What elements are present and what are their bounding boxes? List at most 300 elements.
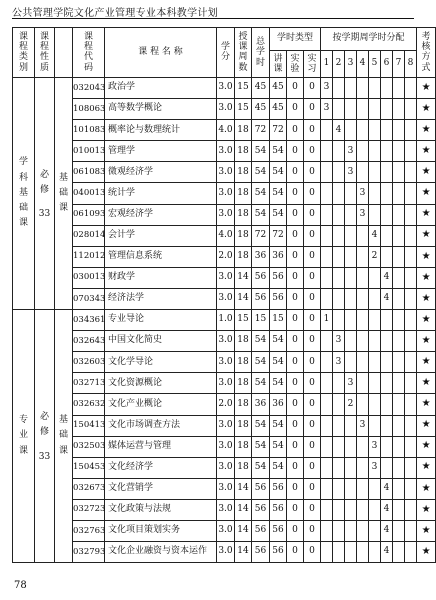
course-row: [13, 520, 436, 541]
course-name: 文化资源概论: [105, 373, 217, 394]
semester-1-hours: [321, 542, 333, 563]
header-semester-6: 6: [381, 51, 393, 78]
semester-4-hours: [357, 120, 369, 141]
semester-4-hours: [357, 162, 369, 183]
semester-3-hours: [345, 352, 357, 373]
course-row: [13, 310, 436, 331]
semester-5-hours: [369, 394, 381, 415]
header-weeks: 授课周数: [235, 28, 252, 78]
course-hours: 72: [252, 225, 270, 246]
course-credits: 4.0: [217, 225, 235, 246]
course-lecture: 56: [270, 267, 287, 288]
semester-7-hours: [393, 436, 405, 457]
semester-4-hours: [357, 394, 369, 415]
course-code: 032643: [73, 331, 105, 352]
course-name: 文化产业概论: [105, 394, 217, 415]
course-row: [13, 457, 436, 478]
header-nature: 课程性质: [35, 28, 55, 78]
semester-2-hours: [333, 373, 345, 394]
semester-8-hours: [405, 267, 417, 288]
semester-1-hours: [321, 520, 333, 541]
exam-star: ★: [417, 436, 436, 457]
exam-star: ★: [417, 225, 436, 246]
course-name: 财政学: [105, 267, 217, 288]
semester-3-hours: [345, 246, 357, 267]
course-row: [13, 415, 436, 436]
semester-1-hours: [321, 141, 333, 162]
header-type: [55, 28, 73, 78]
semester-4-hours: [357, 225, 369, 246]
semester-2-hours: [333, 204, 345, 225]
course-hours: 54: [252, 183, 270, 204]
header-semester-4: 4: [357, 51, 369, 78]
semester-2-hours: [333, 310, 345, 331]
course-experiment: 0: [287, 331, 304, 352]
semester-2-hours: [333, 99, 345, 120]
semester-6-hours: [381, 225, 393, 246]
course-hours: 54: [252, 415, 270, 436]
semester-1-hours: 1: [321, 310, 333, 331]
course-name: 文化项目策划实务: [105, 520, 217, 541]
course-hours: 56: [252, 520, 270, 541]
semester-7-hours: [393, 183, 405, 204]
semester-5-hours: [369, 120, 381, 141]
semester-5-hours: 4: [369, 225, 381, 246]
semester-3-hours: [345, 457, 357, 478]
course-lecture: 54: [270, 204, 287, 225]
semester-2-hours: [333, 457, 345, 478]
course-credits: 4.0: [217, 120, 235, 141]
semester-2-hours: [333, 183, 345, 204]
course-credits: 3.0: [217, 520, 235, 541]
course-lecture: 36: [270, 246, 287, 267]
semester-8-hours: [405, 204, 417, 225]
course-experiment: 0: [287, 352, 304, 373]
semester-1-hours: [321, 457, 333, 478]
semester-8-hours: [405, 352, 417, 373]
course-weeks: 15: [235, 310, 252, 331]
group-nature-credits: 33: [38, 209, 51, 220]
semester-7-hours: [393, 225, 405, 246]
semester-5-hours: [369, 204, 381, 225]
semester-5-hours: [369, 78, 381, 99]
semester-7-hours: [393, 120, 405, 141]
semester-6-hours: 4: [381, 542, 393, 563]
semester-3-hours: [345, 225, 357, 246]
semester-6-hours: [381, 183, 393, 204]
course-experiment: 0: [287, 520, 304, 541]
semester-3-hours: [345, 542, 357, 563]
curriculum-table: [12, 27, 436, 563]
course-practice: 0: [304, 310, 321, 331]
semester-1-hours: [321, 436, 333, 457]
course-practice: 0: [304, 394, 321, 415]
course-practice: 0: [304, 478, 321, 499]
semester-6-hours: [381, 162, 393, 183]
semester-3-hours: [345, 267, 357, 288]
course-credits: 3.0: [217, 352, 235, 373]
course-code: 028014: [73, 225, 105, 246]
course-practice: 0: [304, 457, 321, 478]
course-experiment: 0: [287, 415, 304, 436]
course-code: 112012: [73, 246, 105, 267]
course-weeks: 14: [235, 267, 252, 288]
course-weeks: 18: [235, 204, 252, 225]
semester-3-hours: [345, 204, 357, 225]
course-code: 034361: [73, 310, 105, 331]
course-practice: 0: [304, 162, 321, 183]
course-credits: 3.0: [217, 99, 235, 120]
semester-5-hours: 2: [369, 246, 381, 267]
semester-5-hours: [369, 141, 381, 162]
semester-6-hours: [381, 78, 393, 99]
course-credits: 2.0: [217, 246, 235, 267]
semester-4-hours: [357, 267, 369, 288]
semester-7-hours: [393, 478, 405, 499]
course-name: 管理学: [105, 141, 217, 162]
semester-2-hours: [333, 267, 345, 288]
semester-4-hours: [357, 520, 369, 541]
course-lecture: 56: [270, 288, 287, 309]
exam-star: ★: [417, 78, 436, 99]
course-name: 中国文化简史: [105, 331, 217, 352]
course-weeks: 18: [235, 457, 252, 478]
semester-5-hours: [369, 162, 381, 183]
course-experiment: 0: [287, 183, 304, 204]
semester-2-hours: [333, 542, 345, 563]
semester-1-hours: [321, 120, 333, 141]
course-credits: 3.0: [217, 141, 235, 162]
semester-4-hours: [357, 542, 369, 563]
semester-8-hours: [405, 542, 417, 563]
course-credits: 3.0: [217, 542, 235, 563]
semester-5-hours: [369, 331, 381, 352]
semester-6-hours: 4: [381, 288, 393, 309]
semester-7-hours: [393, 542, 405, 563]
semester-4-hours: [357, 436, 369, 457]
course-lecture: 54: [270, 331, 287, 352]
course-credits: 3.0: [217, 478, 235, 499]
course-hours: 54: [252, 373, 270, 394]
semester-8-hours: [405, 520, 417, 541]
course-practice: 0: [304, 352, 321, 373]
semester-2-hours: [333, 288, 345, 309]
course-row: [13, 225, 436, 246]
header-semester-7: 7: [393, 51, 405, 78]
semester-5-hours: [369, 352, 381, 373]
semester-1-hours: 3: [321, 78, 333, 99]
semester-6-hours: [381, 436, 393, 457]
course-experiment: 0: [287, 457, 304, 478]
semester-1-hours: [321, 225, 333, 246]
course-name: 文化市场调查方法: [105, 415, 217, 436]
semester-4-hours: [357, 331, 369, 352]
header-name: 课 程 名 称: [105, 28, 217, 78]
semester-8-hours: [405, 246, 417, 267]
semester-8-hours: [405, 120, 417, 141]
semester-1-hours: [321, 267, 333, 288]
semester-3-hours: [345, 331, 357, 352]
course-hours: 54: [252, 204, 270, 225]
exam-star: ★: [417, 120, 436, 141]
exam-star: ★: [417, 352, 436, 373]
course-name: 政治学: [105, 78, 217, 99]
exam-star: ★: [417, 310, 436, 331]
semester-3-hours: [345, 183, 357, 204]
semester-7-hours: [393, 162, 405, 183]
course-code: 061093: [73, 204, 105, 225]
course-experiment: 0: [287, 162, 304, 183]
course-credits: 3.0: [217, 415, 235, 436]
header-semester-5: 5: [369, 51, 381, 78]
course-experiment: 0: [287, 394, 304, 415]
course-lecture: 56: [270, 478, 287, 499]
course-weeks: 18: [235, 394, 252, 415]
semester-3-hours: 3: [345, 373, 357, 394]
semester-5-hours: [369, 542, 381, 563]
course-practice: 0: [304, 120, 321, 141]
semester-2-hours: [333, 520, 345, 541]
course-name: 文化经济学: [105, 457, 217, 478]
semester-6-hours: [381, 99, 393, 120]
course-weeks: 15: [235, 78, 252, 99]
semester-2-hours: [333, 499, 345, 520]
semester-1-hours: [321, 415, 333, 436]
semester-4-hours: [357, 478, 369, 499]
semester-8-hours: [405, 457, 417, 478]
semester-3-hours: 2: [345, 394, 357, 415]
course-experiment: 0: [287, 99, 304, 120]
course-weeks: 18: [235, 331, 252, 352]
semester-4-hours: [357, 78, 369, 99]
course-row: [13, 288, 436, 309]
semester-6-hours: [381, 204, 393, 225]
semester-1-hours: [321, 204, 333, 225]
course-practice: 0: [304, 267, 321, 288]
course-lecture: 54: [270, 141, 287, 162]
semester-8-hours: [405, 78, 417, 99]
course-practice: 0: [304, 520, 321, 541]
course-practice: 0: [304, 246, 321, 267]
semester-1-hours: [321, 499, 333, 520]
semester-7-hours: [393, 373, 405, 394]
semester-7-hours: [393, 394, 405, 415]
semester-3-hours: 3: [345, 162, 357, 183]
course-lecture: 54: [270, 457, 287, 478]
semester-1-hours: [321, 373, 333, 394]
group-type: 基础课: [55, 310, 73, 563]
semester-2-hours: [333, 436, 345, 457]
course-lecture: 54: [270, 162, 287, 183]
header-row-1: [13, 28, 436, 51]
semester-4-hours: 3: [357, 183, 369, 204]
course-credits: 1.0: [217, 310, 235, 331]
exam-star: ★: [417, 478, 436, 499]
course-weeks: 15: [235, 99, 252, 120]
course-experiment: 0: [287, 267, 304, 288]
exam-star: ★: [417, 204, 436, 225]
group-category: 学科基础课: [13, 78, 35, 310]
semester-3-hours: 3: [345, 141, 357, 162]
course-row: [13, 78, 436, 99]
semester-7-hours: [393, 499, 405, 520]
semester-8-hours: [405, 373, 417, 394]
course-hours: 56: [252, 499, 270, 520]
semester-1-hours: [321, 394, 333, 415]
header-category: 课程类别: [13, 28, 35, 78]
header-practice: 实习: [304, 51, 321, 78]
course-hours: 54: [252, 141, 270, 162]
course-name: 会计学: [105, 225, 217, 246]
course-lecture: 54: [270, 352, 287, 373]
course-row: [13, 204, 436, 225]
semester-5-hours: [369, 183, 381, 204]
course-row: [13, 352, 436, 373]
course-lecture: 72: [270, 120, 287, 141]
semester-8-hours: [405, 225, 417, 246]
course-code: 108063: [73, 99, 105, 120]
semester-4-hours: [357, 246, 369, 267]
semester-8-hours: [405, 288, 417, 309]
course-row: [13, 542, 436, 563]
exam-star: ★: [417, 520, 436, 541]
course-row: [13, 120, 436, 141]
course-hours: 54: [252, 162, 270, 183]
course-hours: 54: [252, 331, 270, 352]
semester-7-hours: [393, 78, 405, 99]
semester-1-hours: [321, 246, 333, 267]
course-row: [13, 162, 436, 183]
course-code: 032043: [73, 78, 105, 99]
semester-6-hours: [381, 394, 393, 415]
course-weeks: 18: [235, 246, 252, 267]
semester-3-hours: [345, 120, 357, 141]
header-experiment: 实验: [287, 51, 304, 78]
course-lecture: 72: [270, 225, 287, 246]
semester-7-hours: [393, 288, 405, 309]
semester-6-hours: 4: [381, 520, 393, 541]
semester-4-hours: [357, 99, 369, 120]
course-hours: 45: [252, 99, 270, 120]
semester-6-hours: [381, 246, 393, 267]
course-code: 150453: [73, 457, 105, 478]
course-weeks: 18: [235, 225, 252, 246]
course-lecture: 56: [270, 520, 287, 541]
course-experiment: 0: [287, 141, 304, 162]
semester-8-hours: [405, 394, 417, 415]
course-lecture: 54: [270, 436, 287, 457]
semester-5-hours: [369, 288, 381, 309]
exam-star: ★: [417, 162, 436, 183]
course-hours: 36: [252, 246, 270, 267]
course-lecture: 45: [270, 99, 287, 120]
course-name: 专业导论: [105, 310, 217, 331]
course-experiment: 0: [287, 225, 304, 246]
course-hours: 56: [252, 288, 270, 309]
course-lecture: 15: [270, 310, 287, 331]
course-weeks: 14: [235, 478, 252, 499]
semester-3-hours: [345, 478, 357, 499]
semester-1-hours: 3: [321, 99, 333, 120]
course-credits: 2.0: [217, 394, 235, 415]
course-credits: 3.0: [217, 373, 235, 394]
course-code: 032503: [73, 436, 105, 457]
semester-5-hours: [369, 415, 381, 436]
exam-star: ★: [417, 499, 436, 520]
semester-1-hours: [321, 183, 333, 204]
course-name: 管理信息系统: [105, 246, 217, 267]
header-semester-distribution: 按学期周学时分配: [321, 28, 417, 51]
semester-4-hours: [357, 373, 369, 394]
header-hours-type: 学时类型: [270, 28, 321, 51]
course-hours: 56: [252, 542, 270, 563]
course-practice: 0: [304, 204, 321, 225]
course-experiment: 0: [287, 246, 304, 267]
semester-6-hours: [381, 415, 393, 436]
course-name: 文化营销学: [105, 478, 217, 499]
course-hours: 54: [252, 352, 270, 373]
course-code: 032793: [73, 542, 105, 563]
semester-4-hours: [357, 141, 369, 162]
course-code: 032713: [73, 373, 105, 394]
semester-2-hours: [333, 246, 345, 267]
semester-4-hours: [357, 352, 369, 373]
course-weeks: 18: [235, 415, 252, 436]
semester-5-hours: [369, 373, 381, 394]
course-experiment: 0: [287, 288, 304, 309]
course-hours: 72: [252, 120, 270, 141]
course-name: 统计学: [105, 183, 217, 204]
course-code: 032603: [73, 352, 105, 373]
course-experiment: 0: [287, 78, 304, 99]
semester-3-hours: [345, 520, 357, 541]
course-name: 微观经济学: [105, 162, 217, 183]
course-row: [13, 99, 436, 120]
course-experiment: 0: [287, 120, 304, 141]
header-semester-3: 3: [345, 51, 357, 78]
course-credits: 3.0: [217, 436, 235, 457]
header-semester-1: 1: [321, 51, 333, 78]
semester-7-hours: [393, 310, 405, 331]
course-name: 文化学导论: [105, 352, 217, 373]
semester-6-hours: [381, 141, 393, 162]
course-weeks: 18: [235, 436, 252, 457]
semester-6-hours: [381, 310, 393, 331]
course-practice: 0: [304, 141, 321, 162]
semester-1-hours: [321, 352, 333, 373]
semester-8-hours: [405, 162, 417, 183]
course-code: 010013: [73, 141, 105, 162]
semester-1-hours: [321, 162, 333, 183]
header-credits: 学分: [217, 28, 235, 78]
semester-8-hours: [405, 478, 417, 499]
semester-6-hours: [381, 352, 393, 373]
course-practice: 0: [304, 288, 321, 309]
semester-8-hours: [405, 499, 417, 520]
course-code: 032632: [73, 394, 105, 415]
exam-star: ★: [417, 99, 436, 120]
semester-4-hours: [357, 457, 369, 478]
course-credits: 3.0: [217, 288, 235, 309]
semester-3-hours: [345, 99, 357, 120]
semester-7-hours: [393, 520, 405, 541]
course-weeks: 18: [235, 162, 252, 183]
course-name: 高等数学概论: [105, 99, 217, 120]
course-weeks: 14: [235, 288, 252, 309]
header-rule: [12, 18, 414, 19]
course-code: 030013: [73, 267, 105, 288]
course-name: 经济法学: [105, 288, 217, 309]
